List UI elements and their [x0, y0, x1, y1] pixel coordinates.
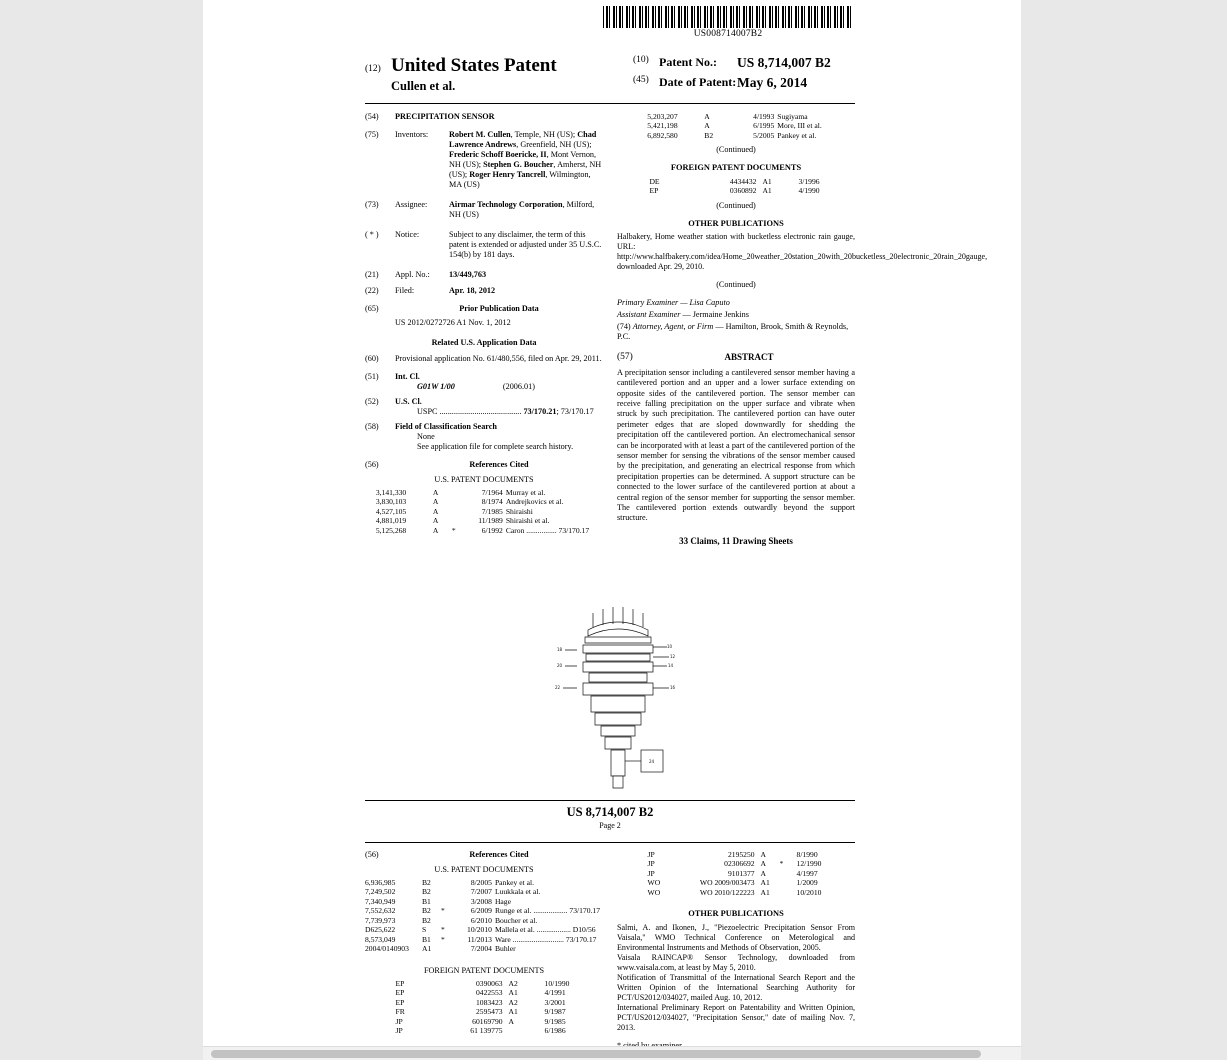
page2-references-header: References Cited: [469, 850, 529, 859]
page2-right-column: [617, 850, 855, 1051]
ref-kind: A: [432, 497, 439, 507]
country-code: FR: [395, 1007, 405, 1017]
page2-left-column: [365, 850, 603, 1036]
ref-number: 5,125,268: [375, 525, 407, 535]
ref-star: [452, 488, 463, 497]
ref-number: 7,739,973: [365, 915, 396, 925]
field-title: (54) PRECIPITATION SENSOR: [365, 112, 603, 122]
table-row: [396, 1017, 573, 1026]
ref-date: 4/1993: [753, 112, 775, 121]
ref-star: [528, 1007, 539, 1016]
ref-kind: A2: [508, 997, 518, 1007]
appl-no-value: 13/449,763: [449, 270, 487, 279]
ref-number: 3,141,330: [375, 488, 407, 497]
ref-date: 8/1974: [481, 497, 503, 507]
foreign-patent-documents-header: FOREIGN PATENT DOCUMENTS: [670, 163, 802, 173]
ref-star: [528, 979, 539, 988]
foreign-documents-table: [649, 177, 822, 196]
page2-divider-top: [365, 800, 855, 801]
us-patent-documents-cont-table: [647, 112, 825, 140]
page2-us-docs-table: [365, 878, 603, 954]
ref-star: [723, 121, 734, 130]
ref-date: 3/1996: [798, 176, 820, 186]
ref-number: 6,936,985: [365, 878, 396, 887]
ref-star: [781, 177, 792, 186]
ref-date: 1/2009: [796, 878, 818, 888]
ref-name: Hage: [494, 896, 511, 906]
ref-kind: A2: [508, 978, 518, 988]
country-code: EP: [395, 988, 405, 998]
ref-star: [441, 878, 452, 887]
table-row: [648, 869, 825, 878]
ref-number: 6,892,580: [647, 130, 678, 140]
date-of-patent-value: May 6, 2014: [737, 75, 808, 90]
ref-number: WO 2009/003473: [699, 878, 755, 888]
int-cl-date: (2006.01): [502, 382, 535, 391]
ref-number: 5,203,207: [647, 112, 678, 121]
table-row: [396, 1026, 573, 1035]
us-cl-label: U.S. Cl.: [395, 397, 422, 406]
ref-star: [528, 1017, 539, 1026]
ref-name: Ware ........................... 73/170.17: [494, 934, 597, 944]
ref-name: Pankey et al.: [494, 878, 534, 887]
country-code: JP: [395, 1016, 403, 1026]
table-row: [365, 925, 603, 934]
page2-divider-bottom: [365, 842, 855, 843]
field-appl-no: (21) Appl. No.: 13/449,763: [365, 270, 603, 280]
table-row: [376, 526, 592, 535]
ref-date: 9/1987: [544, 1007, 566, 1017]
invention-title: PRECIPITATION SENSOR: [395, 112, 495, 121]
table-row: [365, 906, 603, 915]
table-row: [365, 916, 603, 925]
ref-number: 9101377: [727, 868, 755, 878]
ref-star: [441, 916, 452, 925]
figure-drawing: [533, 600, 703, 795]
right-column: [617, 112, 988, 547]
ref-date: 12/1990: [796, 859, 822, 869]
ref-number: 60169790: [472, 1016, 503, 1026]
ref-kind: A: [704, 112, 710, 121]
code-10: (10): [633, 55, 649, 65]
ref-number: 7,552,632: [365, 906, 396, 916]
ref-date: 3/2001: [544, 997, 566, 1007]
horizontal-scrollbar[interactable]: [203, 1046, 1021, 1060]
related-value: Provisional application No. 61/480,556, filed on Apr. 29, 2011.: [395, 354, 602, 363]
table-row: [396, 988, 573, 997]
country-code: EP: [395, 978, 405, 988]
svg-text:18: 18: [557, 647, 563, 652]
ref-date: 4/1991: [544, 988, 566, 998]
table-row: [648, 878, 825, 887]
ref-name: Shiraishi: [505, 506, 533, 516]
other-publication-item: Notification of Transmittal of the International Search Report and the Written Opinion of the International Searching Authority for PCT/US2012/034027, mailed Aug. 10, 2012.: [617, 972, 855, 1002]
attorney-line: (74) Attorney, Agent, or Firm — Hamilton, Brook, Smith & Reynolds, P.C.: [617, 322, 849, 342]
ref-number: 3,830,103: [375, 497, 407, 507]
patent-no-label: Patent No.:: [659, 55, 717, 69]
ref-star: [780, 869, 791, 878]
ref-date: 6/1992: [481, 525, 503, 535]
table-row: [376, 497, 592, 506]
svg-text:24: 24: [649, 759, 655, 764]
table-row: [648, 888, 825, 897]
ref-date: 11/2013: [467, 934, 492, 944]
ref-number: D625,622: [365, 925, 396, 935]
ref-number: 61 139775: [470, 1026, 503, 1036]
inventors-value: Robert M. Cullen, Temple, NH (US); Chad Lawrence Andrews, Greenfield, NH (US); Frederic Schoff Boericke, II, Mont Vernon, NH (US); Stephen G. Boucher, Amherst, NH (US); Roger Henry Tancrell, Wilmington, MA (US): [449, 130, 602, 189]
other-publication-item: Halbakery, Home weather station with bucketless electronic rain gauge, URL: http://www.halfbakery.com/idea/Home_20weather_20station_20with_20bucketless_20electronic_20rain_20gauge, downloaded Apr. 29, 2010.: [617, 231, 988, 272]
table-row: [376, 516, 592, 525]
assistant-examiner: Assistant Examiner — Jermaine Jenkins: [617, 310, 749, 320]
patent-figure: [533, 600, 703, 795]
header-divider: [365, 103, 855, 104]
ref-kind: A: [432, 488, 439, 497]
ref-kind: A: [432, 516, 439, 526]
ref-star: *: [451, 525, 456, 535]
ref-kind: A1: [421, 944, 432, 954]
ref-name: Mallela et al. .................. D10/56: [494, 925, 596, 935]
barcode-image: [603, 6, 853, 28]
ref-name: Luukkala et al.: [494, 887, 541, 897]
field-search-none: None: [417, 432, 435, 441]
ref-number: 7,249,502: [365, 887, 396, 897]
ref-number: 2595473: [475, 1007, 503, 1017]
table-row: [648, 859, 825, 868]
ref-number: 4434432: [729, 176, 757, 186]
inventor-short: Cullen et al.: [391, 79, 456, 93]
ref-name: Boucher et al.: [494, 915, 538, 925]
ref-star: [528, 1026, 539, 1035]
country-code: WO: [647, 878, 661, 888]
ref-date: 7/1985: [481, 506, 503, 516]
svg-text:22: 22: [555, 685, 561, 690]
ref-date: 6/2010: [470, 915, 492, 925]
ref-kind: A1: [508, 988, 518, 998]
ref-kind: A: [432, 525, 439, 535]
ref-name: Buhler: [494, 944, 516, 954]
page2-patent-no: US 8,714,007 B2: [566, 805, 654, 819]
country-code: JP: [395, 1026, 403, 1036]
ref-name: Pankey et al.: [777, 130, 817, 140]
ref-name: Shiraishi et al.: [505, 516, 550, 526]
ref-star: [441, 887, 452, 896]
prior-pub-header: Prior Publication Data: [459, 304, 539, 313]
ref-kind: A1: [762, 176, 772, 186]
barcode-area: [603, 6, 853, 39]
page2-foreign-left-table: [396, 979, 573, 1036]
page2-field-references: (56) References Cited: [365, 850, 603, 860]
ref-date: 11/1989: [478, 516, 503, 526]
abstract-text: A precipitation sensor including a cantilevered sensor member having a cantilevered portion and an upper and a lower surface extending on opposite sides of the cantilevered portion. The sensor member can receive falling precipitation on the upper surface and vibrate when struck by such precipitation. The cantilevered portion can have outer perimeter edges that are sloped downwardly for shedding the precipitation off the cantilevered portion. An electromechanical sensor can be incorporated with at least a part of the cantilevered portion of the sensor member for sensing the vibrations of the sensor member caused by the precipitation, and generating an electrical response from which precipitation properties can be determined. A support structure can be connected to the lower surface of the cantilevered portion at about a central region of the sensor member for supporting the sensor member. The cantilevered portion extends outwardly beyond the support structure.: [617, 367, 855, 523]
page2-other-pub-header: OTHER PUBLICATIONS: [688, 909, 784, 919]
table-row: [396, 1007, 573, 1016]
field-classification-search: (58) Field of Classification Search None See application file for complete search history.: [365, 422, 603, 452]
ref-date: 7/2007: [470, 887, 492, 897]
field-int-cl: (51) Int. Cl. G01W 1/00 (2006.01): [365, 372, 603, 392]
ref-star: [441, 944, 452, 953]
patent-title-block: [365, 55, 860, 94]
country-code: DE: [649, 176, 660, 186]
field-references-cited: (56) References Cited: [365, 460, 603, 470]
table-row: [647, 121, 825, 130]
ref-number: 4,527,105: [375, 506, 407, 516]
date-of-patent-label: Date of Patent:: [659, 75, 737, 89]
table-row: [365, 935, 603, 944]
ref-date: 8/1990: [796, 850, 818, 859]
page2-page-label: Page 2: [599, 821, 621, 830]
ref-date: 10/2010: [796, 887, 822, 897]
table-row: [365, 897, 603, 906]
other-publication-item: Vaisala RAINCAP® Sensor Technology, downloaded from www.vaisala.com, at least by May 5, 2010.: [617, 952, 855, 972]
ref-kind: B1: [421, 934, 431, 944]
table-row: [647, 112, 825, 121]
table-row: [649, 177, 822, 186]
ref-name: Runge et al. .................. 73/170.17: [494, 906, 600, 916]
svg-text:16: 16: [670, 685, 676, 690]
ref-star: [780, 888, 791, 897]
ref-date: 6/1986: [544, 1026, 566, 1036]
svg-text:12: 12: [670, 654, 676, 659]
table-row: [365, 887, 603, 896]
ref-star: *: [440, 906, 445, 916]
table-row: [396, 998, 573, 1007]
country-code: JP: [647, 859, 655, 869]
ref-star: [723, 112, 734, 121]
ref-kind: A1: [760, 878, 770, 888]
country-code: EP: [649, 186, 659, 196]
scrollbar-thumb[interactable]: [211, 1050, 981, 1058]
table-row: [649, 186, 822, 195]
ref-name: Caron ................ 73/170.17: [505, 525, 590, 535]
ref-date: 3/2008: [470, 896, 492, 906]
country-code: EP: [395, 997, 405, 1007]
ref-number: 1083423: [475, 997, 503, 1007]
ref-date: 4/1997: [796, 868, 818, 878]
ref-kind: A: [704, 121, 710, 131]
ref-kind: B2: [421, 915, 431, 925]
page2-other-publications-list: [617, 923, 855, 1034]
table-row: [396, 979, 573, 988]
ref-date: 7/1964: [481, 488, 503, 497]
continued-3: (Continued): [716, 280, 756, 290]
ref-kind: S: [421, 925, 427, 935]
ref-name: Andrejkovics et al.: [505, 497, 564, 507]
abstract-header: ABSTRACT: [724, 352, 774, 363]
continued-1: (Continued): [716, 145, 756, 155]
int-cl-value: G01W 1/00: [417, 382, 455, 391]
svg-text:20: 20: [557, 663, 563, 668]
ref-date: 6/1995: [753, 121, 775, 131]
ref-star: [441, 897, 452, 906]
ref-number: 2004/0140903: [365, 944, 409, 954]
country-code: WO: [647, 887, 661, 897]
page2-foreign-right-table: [648, 850, 825, 897]
ref-star: [780, 850, 791, 859]
patent-no-value: US 8,714,007 B2: [737, 55, 831, 70]
ref-kind: [509, 1026, 528, 1035]
ref-date: 10/2010: [467, 925, 492, 935]
ref-star: [452, 497, 463, 506]
ref-name: More, III et al.: [777, 121, 822, 131]
page-title: United States Patent: [391, 55, 557, 76]
ref-date: 5/2005: [753, 130, 775, 140]
ref-number: 7,340,949: [365, 896, 396, 906]
svg-text:10: 10: [667, 644, 673, 649]
table-row: [648, 850, 825, 859]
ref-star: [723, 131, 734, 140]
ref-kind: A: [760, 859, 767, 869]
field-inventors: (75) Inventors: Robert M. Cullen, Temple, NH (US); Chad Lawrence Andrews, Greenfield, NH (US); Frederic Schoff Boericke, II, Mont Vernon, NH (US); Stephen G. Boucher, Amherst, NH (US); Roger Henry Tancrell, Wilmington, MA (US): [365, 130, 602, 189]
ref-star: [452, 516, 463, 525]
assignee-value: Airmar Technology Corporation, Milford, NH (US): [449, 200, 595, 219]
field-notice: ( * ) Notice: Subject to any disclaimer, the term of this patent is extended or adjusted under 35 U.S.C. 154(b) by 181 days.: [365, 230, 602, 259]
ref-star: [780, 878, 791, 887]
page2-foreign-header: FOREIGN PATENT DOCUMENTS: [423, 965, 545, 975]
field-us-cl: (52) U.S. Cl. USPC ........................................ 73/170.21; 73/170.17: [365, 397, 603, 417]
page2-us-docs-header: U.S. PATENT DOCUMENTS: [434, 865, 534, 874]
ref-number: 0390063: [475, 978, 503, 988]
country-code: JP: [647, 850, 655, 859]
field-search-text: See application file for complete search history.: [417, 442, 574, 451]
patent-page: [203, 0, 1021, 1060]
related-data-header: Related U.S. Application Data: [431, 338, 537, 347]
code-45: (45): [633, 75, 649, 85]
field-related: (60) Provisional application No. 61/480,556, filed on Apr. 29, 2011.: [365, 354, 602, 363]
ref-star: [452, 507, 463, 516]
table-row: [365, 878, 603, 887]
ref-kind: A1: [508, 1007, 518, 1017]
other-publication-item: Salmi, A. and Ikonen, J., "Piezoelectric Precipitation Sensor From Vaisala," WMO Technical Conference on Meterological and Environmental Instruments and Methods of Observation, 2005.: [617, 922, 855, 952]
ref-star: *: [779, 859, 784, 869]
continued-2: (Continued): [716, 200, 756, 210]
ref-number: 5,421,198: [647, 121, 678, 131]
ref-number: 4,881,019: [375, 516, 407, 526]
us-cl-value: USPC ........................................ 73/170.21; 73/170.17: [417, 407, 594, 416]
ref-name: Murray et al.: [505, 488, 546, 497]
ref-kind: A1: [762, 186, 772, 196]
filed-value: Apr. 18, 2012: [449, 286, 496, 295]
ref-kind: B2: [421, 887, 431, 897]
ref-date: 10/1990: [544, 978, 570, 988]
notice-value: Subject to any disclaimer, the term of this patent is extended or adjusted under 35 U.S.C. 154(b) by 181 days.: [449, 230, 602, 259]
other-publications-header: OTHER PUBLICATIONS: [688, 218, 784, 228]
table-row: [376, 507, 592, 516]
abstract-code: (57): [617, 352, 633, 363]
ref-kind: B2: [421, 906, 431, 916]
ref-name: Sugiyama: [777, 112, 808, 121]
table-row: [365, 944, 603, 953]
left-column: [365, 112, 603, 535]
references-cited-header: References Cited: [469, 460, 529, 469]
prior-pub-value: US 2012/0272726 A1 Nov. 1, 2012: [395, 318, 511, 327]
ref-kind: A1: [760, 887, 770, 897]
ref-star: *: [440, 934, 445, 944]
ref-star: [781, 186, 792, 195]
ref-kind: B1: [421, 896, 431, 906]
field-filed: (22) Filed: Apr. 18, 2012: [365, 286, 603, 296]
claims-drawings-line: 33 Claims, 11 Drawing Sheets: [679, 535, 793, 546]
field-search-label: Field of Classification Search: [395, 422, 497, 431]
ref-number: 0422553: [475, 988, 503, 998]
page2-title: [365, 805, 855, 830]
ref-kind: A: [508, 1016, 515, 1026]
ref-kind: B2: [421, 878, 431, 887]
table-row: [647, 131, 825, 140]
ref-number: 8,573,049: [365, 934, 396, 944]
ref-number: 0360892: [729, 186, 757, 196]
ref-date: 4/1990: [798, 186, 820, 196]
ref-kind: A: [760, 850, 767, 859]
ref-date: 9/1985: [544, 1016, 566, 1026]
us-patent-documents-header: U.S. PATENT DOCUMENTS: [434, 475, 534, 484]
table-row: [376, 488, 592, 497]
field-assignee: (73) Assignee: Airmar Technology Corporation, Milford, NH (US): [365, 200, 603, 220]
barcode-number: US008714007B2: [693, 29, 763, 39]
ref-number: 02306692: [724, 859, 755, 869]
ref-star: [528, 988, 539, 997]
other-publication-item: International Preliminary Report on Patentability and Written Opinion, PCT/US2012/034027, "Precipitation Sensor," date of mailing Nov. 7, 2013.: [617, 1003, 855, 1033]
ref-date: 8/2005: [470, 878, 492, 887]
ref-date: 7/2004: [470, 944, 492, 954]
code-12: (12): [365, 64, 381, 74]
ref-number: WO 2010/122223: [699, 887, 755, 897]
ref-star: *: [440, 925, 445, 935]
int-cl-label: Int. Cl.: [395, 372, 420, 381]
primary-examiner: Primary Examiner — Lisa Caputo: [617, 298, 730, 308]
ref-kind: A: [432, 506, 439, 516]
ref-kind: A: [760, 868, 767, 878]
us-patent-documents-table: [376, 488, 592, 535]
country-code: JP: [647, 868, 655, 878]
ref-star: [528, 998, 539, 1007]
ref-date: 6/2009: [470, 906, 492, 916]
field-prior-pub: (65) Prior Publication Data US 2012/0272726 A1 Nov. 1, 2012: [365, 304, 603, 328]
svg-text:14: 14: [668, 663, 674, 668]
ref-kind: B2: [704, 130, 714, 140]
ref-number: 2195250: [727, 850, 755, 859]
